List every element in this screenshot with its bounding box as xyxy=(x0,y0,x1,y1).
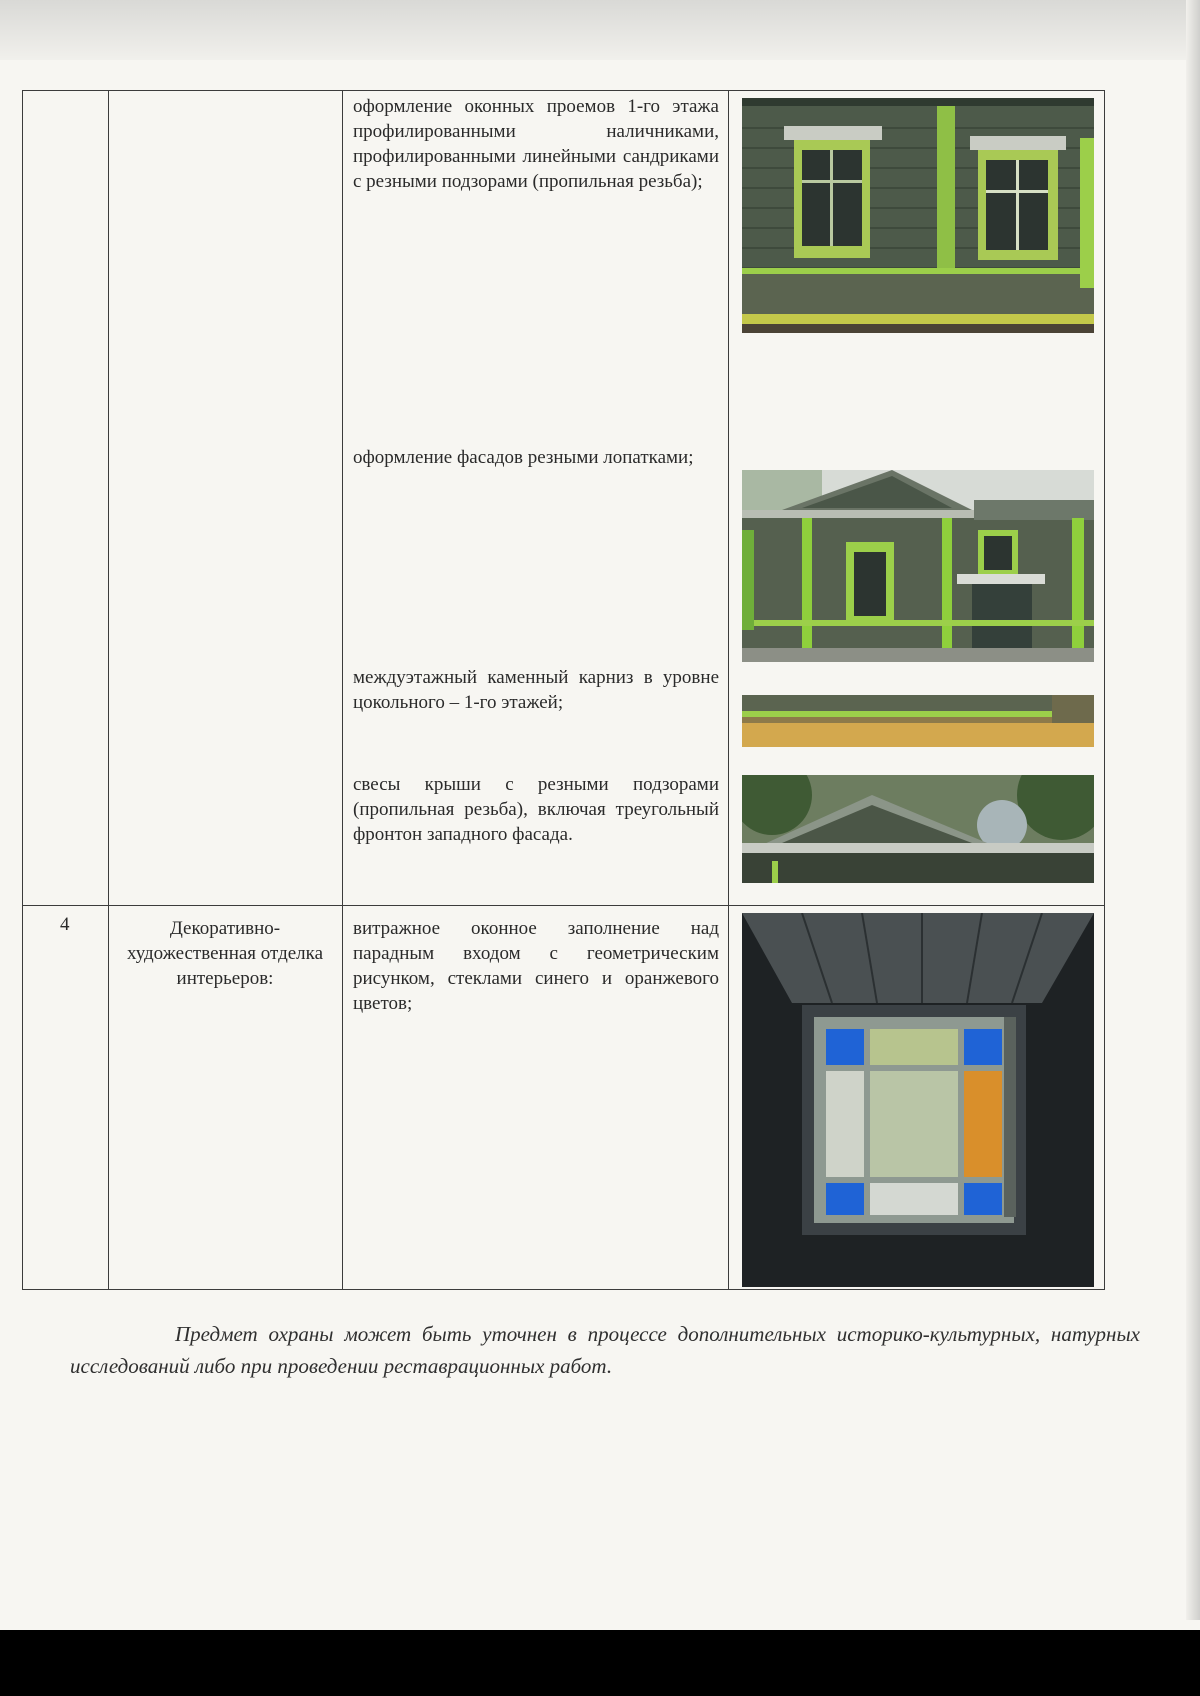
column-divider-2 xyxy=(342,90,343,1290)
scan-shadow-right xyxy=(1186,0,1200,1620)
photo-facade-pilasters xyxy=(742,470,1094,662)
table-border-bottom xyxy=(22,1289,1105,1290)
element-facade-pilasters-text: оформление фасадов резными лопатками; xyxy=(353,447,694,468)
category-interior-decoration: Декоративно-художественная отделка интерьеров: xyxy=(126,918,324,989)
row-number: 4 xyxy=(60,914,70,935)
column-divider-3 xyxy=(728,90,729,1290)
photo-stained-glass-window xyxy=(742,913,1094,1287)
footnote: Предмет охраны может быть уточнен в процессе дополнительных историко-культурных, натурных исследований либо при проведении реставрационных работ. xyxy=(70,1322,1140,1378)
table-border-right xyxy=(1104,90,1105,1290)
scan-shadow-top xyxy=(0,0,1200,60)
column-divider-1 xyxy=(108,90,109,1290)
element-window-trim-text: оформление оконных проемов 1-го этажа профилированными наличниками, профилированными линейными сандриками с резными подзорами (пропильная резьба); xyxy=(353,96,719,192)
table-border-top xyxy=(22,90,1105,91)
protection-subject-table xyxy=(22,90,1105,1290)
element-stained-glass-text: витражное оконное заполнение над парадным входом с геометрическим рисунком, стеклами синего и оранжевого цветов; xyxy=(353,918,719,1014)
photo-window-trims xyxy=(742,98,1094,333)
scan-bottom-border xyxy=(0,1630,1200,1696)
element-roof-eaves-text: свесы крыши с резными подзорами (пропильная резьба), включая треугольный фронтон западного фасада. xyxy=(353,774,719,845)
table-border-left xyxy=(22,90,23,1290)
row-divider xyxy=(22,905,1105,906)
element-cornice-text: междуэтажный каменный карниз в уровне цокольного – 1-го этажей; xyxy=(353,667,719,713)
photo-stone-cornice xyxy=(742,695,1094,747)
photo-roof-gable xyxy=(742,775,1094,883)
